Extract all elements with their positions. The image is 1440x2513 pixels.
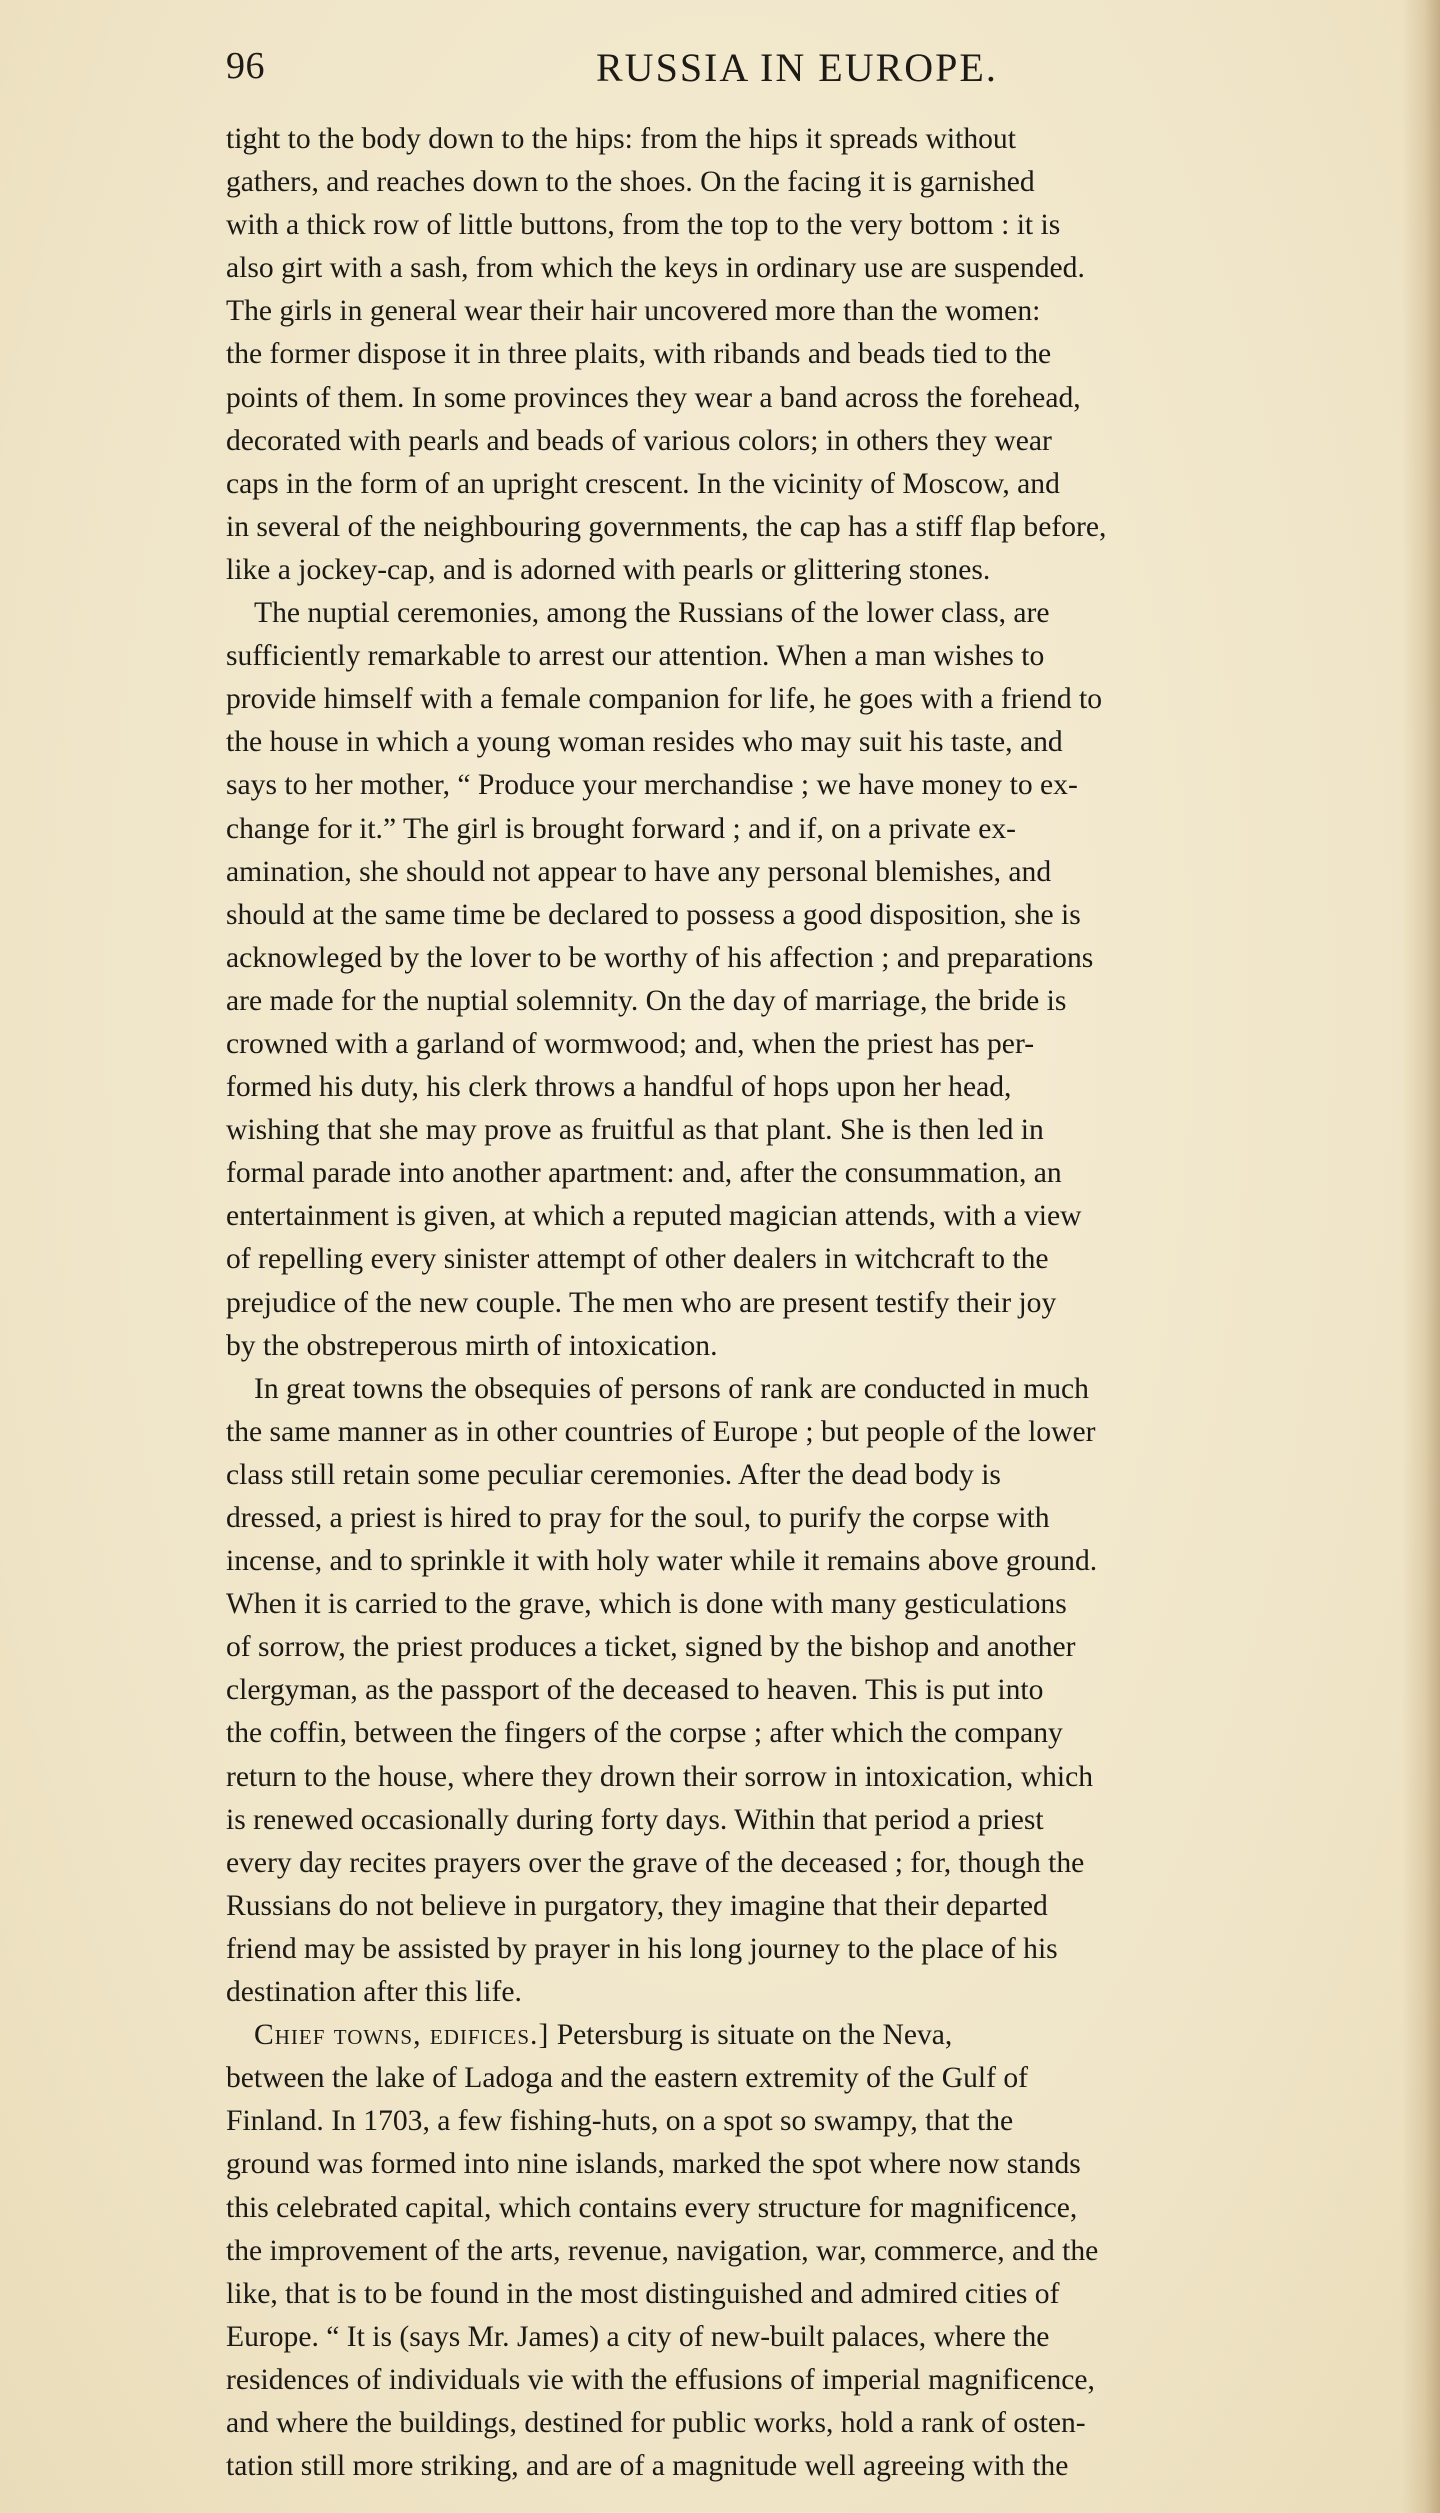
text-line: Russians do not believe in purgatory, they imagine that their departed <box>226 1889 1048 1922</box>
text-line: caps in the form of an upright crescent. In the vicinity of Moscow, and <box>226 467 1060 500</box>
text-line: prejudice of the new couple. The men who are present testify their joy <box>226 1286 1057 1319</box>
text-line: the improvement of the arts, revenue, navigation, war, commerce, and the <box>226 2234 1099 2267</box>
text-line: formed his duty, his clerk throws a handful of hops upon her head, <box>226 1071 1012 1104</box>
text-line: destination after this life. <box>226 1976 522 2009</box>
text-line: Finland. In 1703, a few fishing-huts, on a spot so swampy, that the <box>226 2105 1014 2138</box>
text-run: Petersburg is situate on the Neva, <box>549 2019 953 2052</box>
text-line: is renewed occasionally during forty days. Within that period a priest <box>226 1803 1044 1836</box>
text-line: acknowleged by the lover to be worthy of his affection ; and preparations <box>226 941 1094 974</box>
text-line: like a jockey-cap, and is adorned with pearls or glittering stones. <box>226 553 991 586</box>
text-line: residences of individuals vie with the effusions of imperial magnificence, <box>226 2363 1095 2396</box>
text-line: amination, she should not appear to have any personal blemishes, and <box>226 855 1052 888</box>
text-line: provide himself with a female companion for life, he goes with a friend to <box>226 683 1103 716</box>
page-title: RUSSIA IN EUROPE. <box>596 45 998 90</box>
text-line: between the lake of Ladoga and the eastern extremity of the Gulf of <box>226 2062 1028 2095</box>
text-line: gathers, and reaches down to the shoes. On the facing it is garnished <box>226 166 1035 199</box>
text-line: decorated with pearls and beads of various colors; in others they wear <box>226 424 1052 457</box>
text-line: The nuptial ceremonies, among the Russians of the lower class, are <box>254 597 1050 630</box>
text-line: the same manner as in other countries of Europe ; but people of the lower <box>226 1415 1096 1448</box>
text-line: tight to the body down to the hips: from the hips it spreads without <box>226 123 1016 155</box>
text-line: Europe. “ It is (says Mr. James) a city of new-built palaces, where the <box>226 2320 1050 2353</box>
text-line: When it is carried to the grave, which is done with many gesticulations <box>226 1588 1067 1621</box>
text-line: every day recites prayers over the grave of the deceased ; for, though the <box>226 1846 1085 1879</box>
text-line: sufficiently remarkable to arrest our attention. When a man wishes to <box>226 640 1045 673</box>
body-text <box>226 118 1386 2488</box>
text-line: dressed, a priest is hired to pray for the soul, to purify the corpse with <box>226 1502 1050 1534</box>
text-line: by the obstreperous mirth of intoxication. <box>226 1329 718 1362</box>
text-line: formal parade into another apartment: and, after the consummation, an <box>226 1157 1062 1190</box>
text-line: should at the same time be declared to possess a good disposition, she is <box>226 898 1081 931</box>
text-line: the coffin, between the fingers of the corpse ; after which the company <box>226 1717 1063 1750</box>
text-line: class still retain some peculiar ceremonies. After the dead body is <box>226 1458 1001 1491</box>
text-line: with a thick row of little buttons, from the top to the very bottom : it is <box>226 209 1061 242</box>
text-line: return to the house, where they drown their sorrow in intoxication, which <box>226 1760 1094 1793</box>
text-line: wishing that she may prove as fruitful as that plant. She is then led in <box>226 1114 1044 1147</box>
text-line: in several of the neighbouring governments, the cap has a stiff flap before, <box>226 510 1107 543</box>
text-line: crowned with a garland of wormwood; and, when the priest has per- <box>226 1027 1035 1060</box>
text-line: ground was formed into nine islands, marked the spot where now stands <box>226 2148 1081 2181</box>
text-line: says to her mother, “ Produce your merchandise ; we have money to ex- <box>226 769 1078 802</box>
text-line: The girls in general wear their hair uncovered more than the women: <box>226 295 1041 328</box>
page-number: 96 <box>226 45 265 87</box>
text-line: the former dispose it in three plaits, with ribands and beads tied to the <box>226 338 1052 371</box>
text-line: of repelling every sinister attempt of other dealers in witchcraft to the <box>226 1243 1049 1276</box>
running-header <box>226 36 1386 96</box>
text-line: of sorrow, the priest produces a ticket, signed by the bishop and another <box>226 1631 1076 1664</box>
text-line: the house in which a young woman resides who may suit his taste, and <box>226 726 1063 759</box>
text-line: tation still more striking, and are of a magnitude well agreeing with the <box>226 2450 1069 2483</box>
text-line: entertainment is given, at which a reputed magician attends, with a view <box>226 1200 1082 1233</box>
section-sidehead: Chief towns, edifices.] <box>254 2019 550 2052</box>
text-line: In great towns the obsequies of persons of rank are conducted in much <box>254 1372 1089 1405</box>
page-edge-shadow <box>1402 0 1440 2513</box>
text-line: change for it.” The girl is brought forward ; and if, on a private ex- <box>226 812 1016 845</box>
paragraph <box>226 1368 1386 2014</box>
text-line: clergyman, as the passport of the deceased to heaven. This is put into <box>226 1674 1044 1707</box>
text-line: this celebrated capital, which contains every structure for magnificence, <box>226 2191 1078 2224</box>
text-line: also girt with a sash, from which the keys in ordinary use are suspended. <box>226 252 1085 285</box>
text-line: points of them. In some provinces they wear a band across the forehead, <box>226 381 1081 414</box>
paragraph <box>226 592 1386 1368</box>
text-line: like, that is to be found in the most distinguished and admired cities of <box>226 2277 1060 2310</box>
text-line <box>226 2014 1386 2057</box>
text-line: are made for the nuptial solemnity. On the day of marriage, the bride is <box>226 984 1067 1017</box>
text-line: and where the buildings, destined for public works, hold a rank of osten- <box>226 2406 1086 2439</box>
text-line: incense, and to sprinkle it with holy water while it remains above ground. <box>226 1545 1098 1578</box>
text-line: friend may be assisted by prayer in his long journey to the place of his <box>226 1932 1058 1965</box>
paragraph <box>226 118 1386 592</box>
paragraph <box>226 2014 1386 2488</box>
